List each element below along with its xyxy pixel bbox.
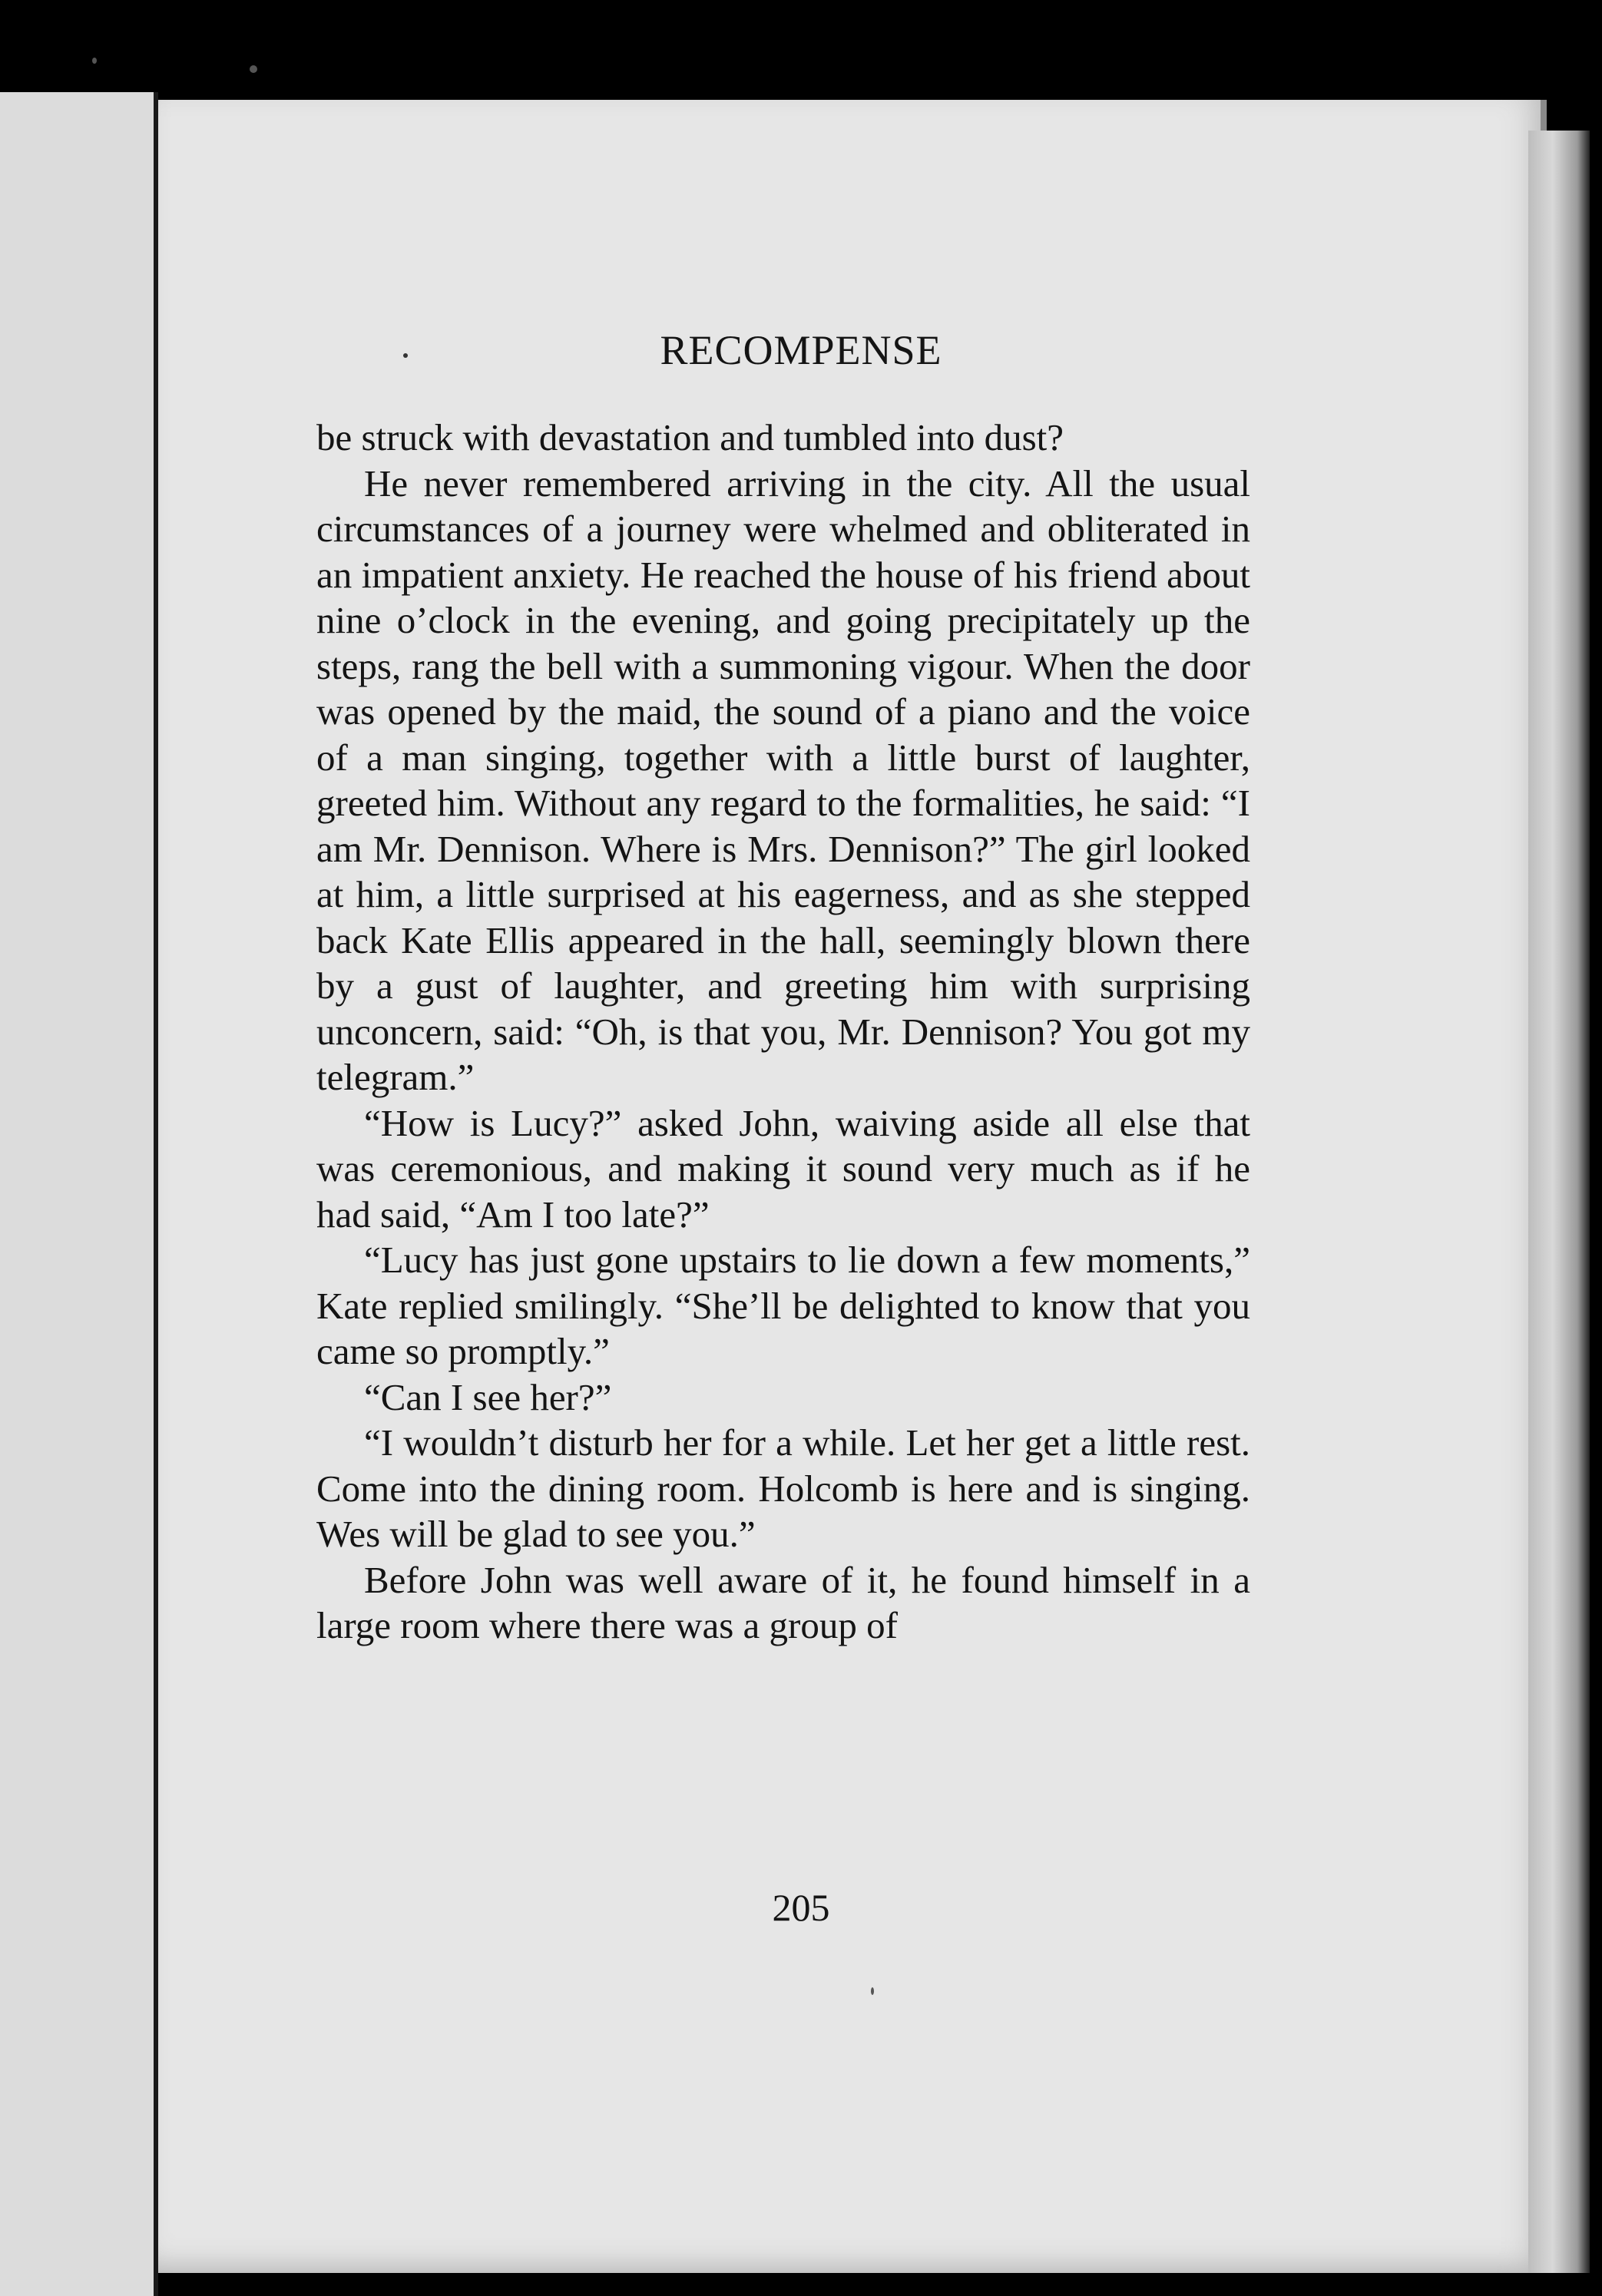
- running-head: RECOMPENSE: [660, 327, 942, 373]
- paragraph: “Can I see her?”: [364, 1375, 612, 1418]
- paragraph: “How is Lucy?” asked John, waiving aside all else that was ceremonious, and making it sound very much as if he had said, “Am I too late?”: [316, 1101, 1250, 1236]
- dust-speck: [871, 1987, 874, 1995]
- facing-page-edge: [0, 92, 158, 2296]
- dust-speck: [250, 65, 257, 73]
- paragraph: He never remembered arriving in the city. All the usual circumstances of a journey were whelmed and obliterated in an impatient anxiety. He reached the house of his friend about nine o’clock in the evening, and going precipitately up the steps, rang the bell with a summoning vigour. When the door was opened by the maid, the sound of a piano and the voice of a man singing, together with a little burst of laughter, greeted him. Without any regard to the formalities, he said: “I am Mr. Dennison. Where is Mrs. Dennison?” The girl looked at him, a little surprised at his eagerness, and as she stepped back Kate Ellis appeared in the hall, seemingly blown there by a gust of laughter, and greeting him with surprising unconcern, said: “Oh, is that you, Mr. Dennison? You got my telegram.”: [316, 462, 1250, 1098]
- page-number: 205: [772, 1886, 830, 1929]
- page-fore-edge: [1528, 131, 1590, 2273]
- body-text: [316, 415, 1250, 1649]
- paragraph: be struck with devastation and tumbled into dust?: [316, 416, 1064, 458]
- paragraph: “Lucy has just gone upstairs to lie down a few moments,” Kate replied smilingly. “She’ll be delighted to know that you came so promptly.”: [316, 1239, 1250, 1372]
- paragraph: Before John was well aware of it, he found himself in a large room where there was a group of: [316, 1558, 1250, 1646]
- dust-speck: [92, 58, 97, 64]
- paragraph: “I wouldn’t disturb her for a while. Let her get a little rest. Come into the dining room. Holcomb is here and is singing. Wes will be glad to see you.”: [316, 1421, 1250, 1555]
